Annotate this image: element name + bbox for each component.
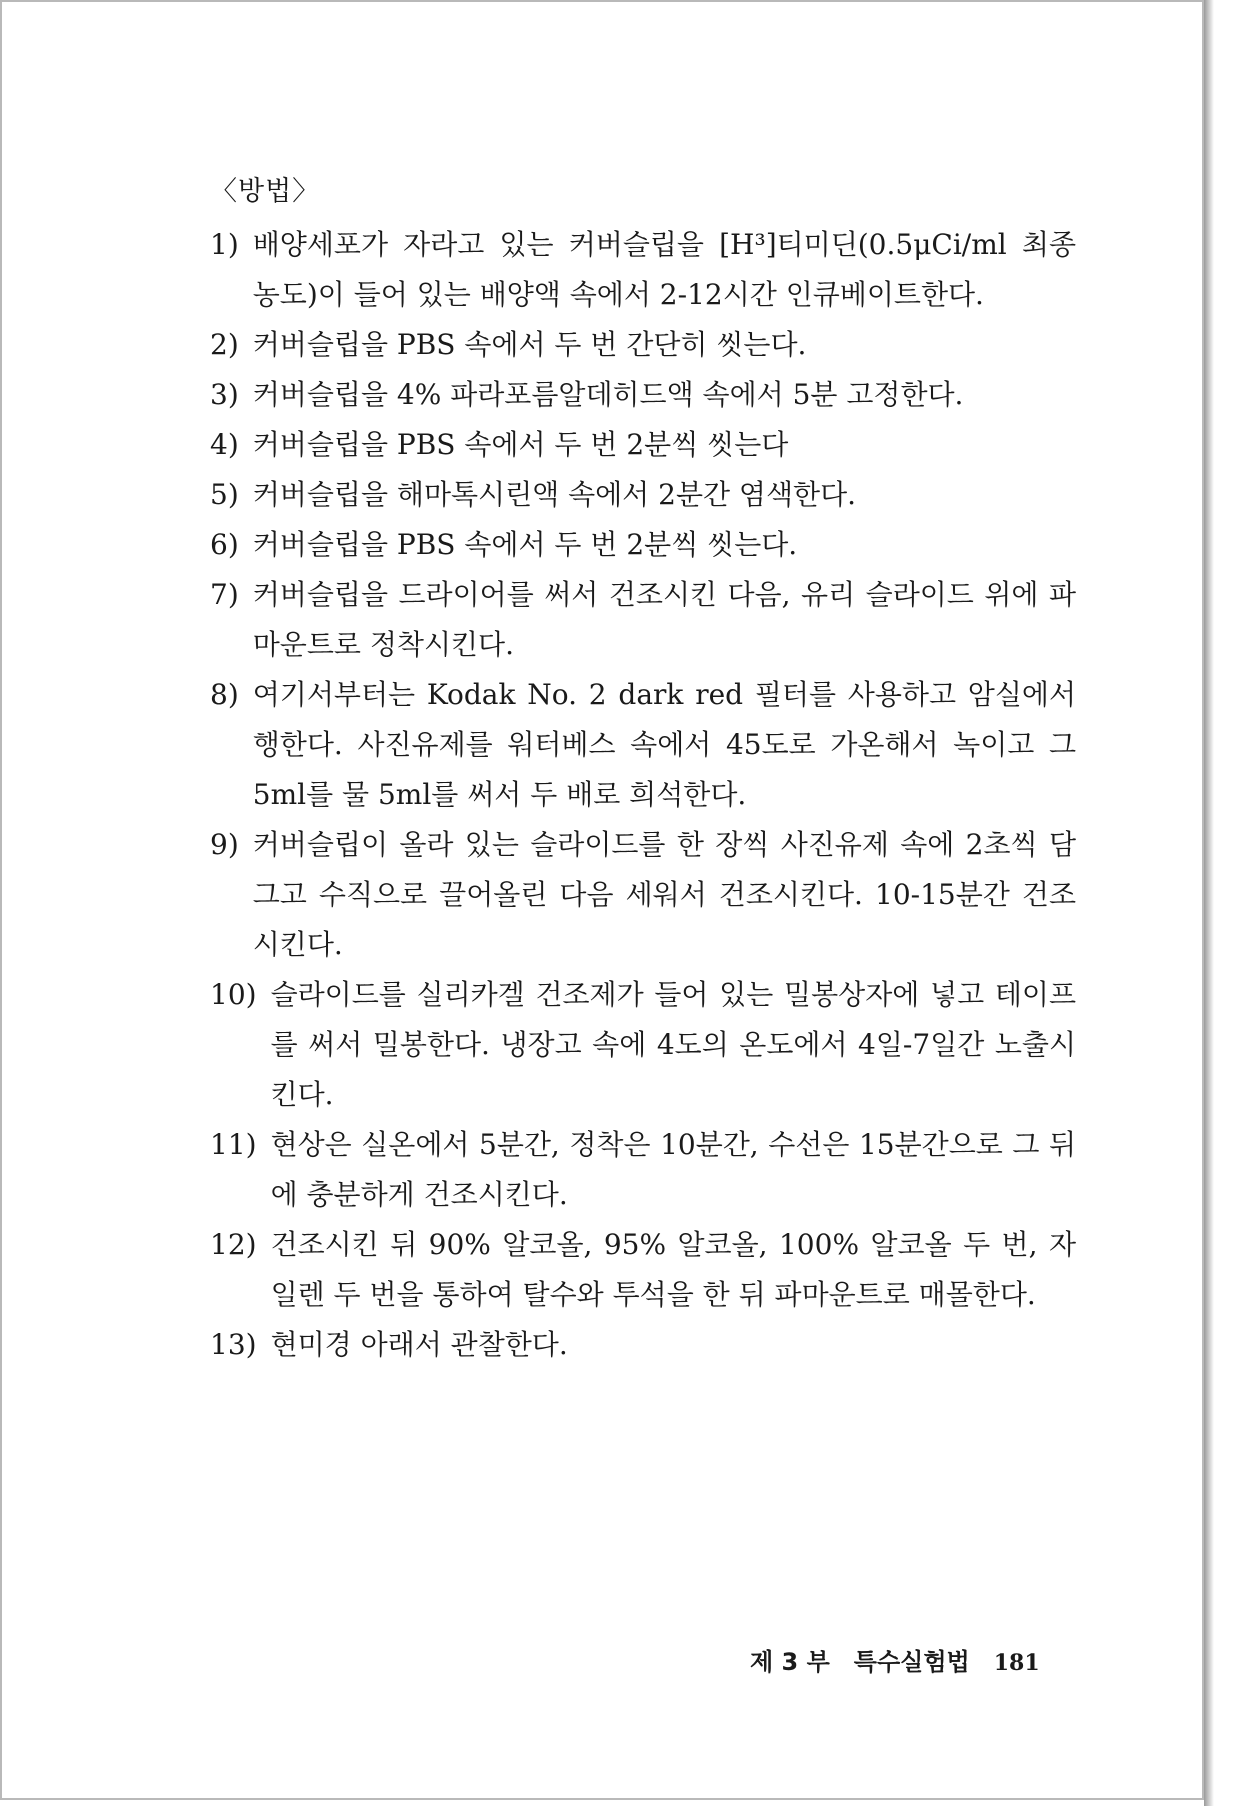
step-text: 배양세포가 자라고 있는 커버슬립을 [H³]티미딘(0.5μCi/ml 최종 농도)이 들어 있는 배양액 속에서 2-12시간 인큐베이트한다. [252, 228, 1076, 311]
step-number: 6) [210, 528, 239, 561]
running-footer [750, 1642, 1040, 1677]
step-number: 2) [210, 328, 239, 361]
step-8 [210, 670, 1076, 820]
step-text: 현상은 실온에서 5분간, 정착은 10분간, 수선은 15분간으로 그 뒤에 충분하게 건조시킨다. [270, 1128, 1076, 1211]
footer-section: 특수실험법 [853, 1648, 970, 1676]
step-11 [210, 1120, 1076, 1220]
page-content [210, 170, 1076, 1370]
step-10 [210, 970, 1076, 1120]
step-7 [210, 570, 1076, 670]
step-1 [210, 220, 1076, 320]
step-number: 10) [210, 978, 257, 1011]
step-3 [210, 370, 1076, 420]
step-text: 슬라이드를 실리카겔 건조제가 들어 있는 밀봉상자에 넣고 테이프를 써서 밀봉한다. 냉장고 속에 4도의 온도에서 4일-7일간 노출시킨다. [270, 978, 1076, 1111]
step-text: 커버슬립을 PBS 속에서 두 번 간단히 씻는다. [252, 328, 807, 361]
step-6 [210, 520, 1076, 570]
step-text: 커버슬립을 해마톡시린액 속에서 2분간 염색한다. [252, 478, 857, 511]
step-9 [210, 820, 1076, 970]
step-text: 커버슬립을 4% 파라포름알데히드액 속에서 5분 고정한다. [252, 378, 964, 411]
step-number: 12) [210, 1228, 257, 1261]
step-text: 여기서부터는 Kodak No. 2 dark red 필터를 사용하고 암실에서 행한다. 사진유제를 워터베스 속에서 45도로 가온해서 녹이고 그 5ml를 물 5ml를 써서 두 배로 희석한다. [252, 678, 1076, 811]
step-2 [210, 320, 1076, 370]
step-number: 7) [210, 578, 239, 611]
step-number: 8) [210, 678, 239, 711]
step-12 [210, 1220, 1076, 1320]
step-5 [210, 470, 1076, 520]
step-text: 커버슬립을 PBS 속에서 두 번 2분씩 씻는다 [252, 428, 789, 461]
method-steps [210, 220, 1076, 1370]
step-text: 커버슬립이 올라 있는 슬라이드를 한 장씩 사진유제 속에 2초씩 담그고 수직으로 끌어올린 다음 세워서 건조시킨다. 10-15분간 건조시킨다. [252, 828, 1076, 961]
step-13 [210, 1320, 1076, 1370]
step-4 [210, 420, 1076, 470]
step-number: 1) [210, 228, 239, 261]
step-number: 9) [210, 828, 239, 861]
step-text: 커버슬립을 드라이어를 써서 건조시킨 다음, 유리 슬라이드 위에 파마운트로 정착시킨다. [252, 578, 1076, 661]
step-number: 5) [210, 478, 239, 511]
page-number: 181 [993, 1650, 1040, 1676]
step-number: 4) [210, 428, 239, 461]
page-edge-shadow [1204, 0, 1214, 1806]
step-text: 현미경 아래서 관찰한다. [270, 1328, 568, 1361]
step-number: 11) [210, 1128, 257, 1161]
step-text: 건조시킨 뒤 90% 알코올, 95% 알코올, 100% 알코올 두 번, 자일렌 두 번을 통하여 탈수와 투석을 한 뒤 파마운트로 매몰한다. [270, 1228, 1076, 1311]
step-number: 3) [210, 378, 239, 411]
section-heading: 〈방법〉 [210, 176, 321, 207]
step-text: 커버슬립을 PBS 속에서 두 번 2분씩 씻는다. [252, 528, 798, 561]
step-number: 13) [210, 1328, 257, 1361]
footer-part: 제 3 부 [750, 1648, 830, 1676]
